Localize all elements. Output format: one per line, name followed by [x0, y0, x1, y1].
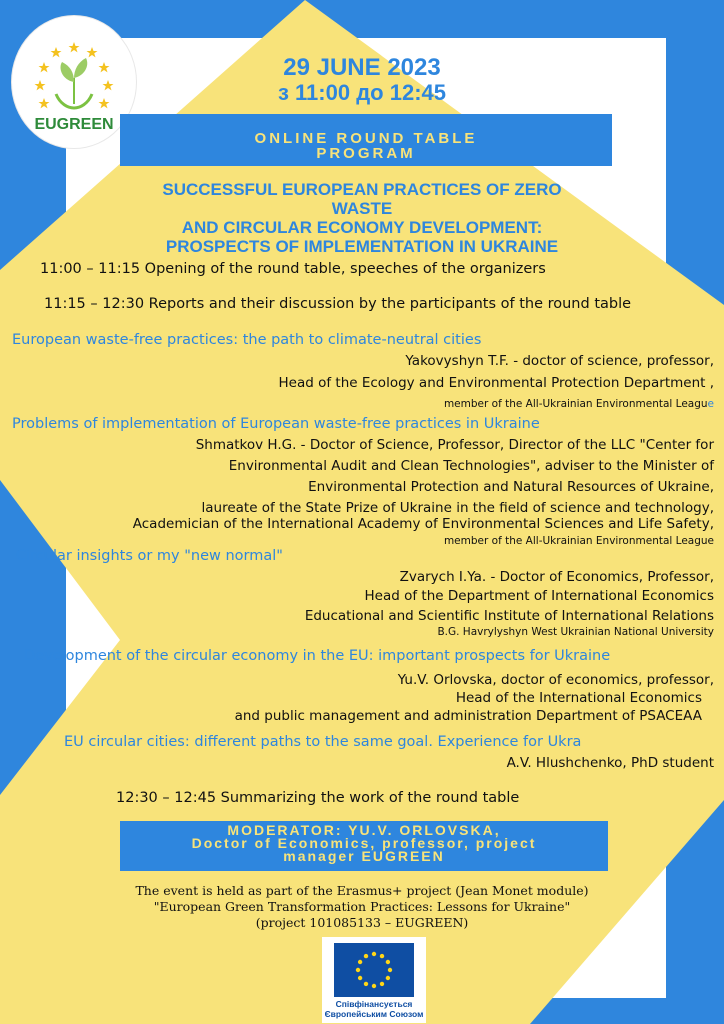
eu-badge-text — [322, 999, 426, 1019]
speaker-line: Environmental Audit and Clean Technologies", adviser to the Minister of — [228, 458, 714, 474]
speaker-line: Head of the Department of International Economics — [364, 588, 714, 604]
eu-flag-icon — [334, 943, 414, 997]
talk-title-4: Development of the circular economy in the EU: important prospects for Ukraine — [24, 648, 611, 664]
affiliation-text: member of the All-Ukrainian Environmental Leagu — [443, 398, 708, 410]
event-headline — [150, 180, 574, 256]
speaker-line: A.V. Hlushchenko, PhD student — [506, 755, 714, 771]
headline-line2: AND CIRCULAR ECONOMY DEVELOPMENT: — [181, 218, 543, 237]
moderator-banner — [120, 821, 608, 871]
speaker-line: Academician of the International Academy of Environmental Sciences and Life Safety, — [132, 516, 714, 532]
eu-cofunded-badge — [322, 937, 426, 1023]
eu-badge-line2: Європейським Союзом — [324, 1009, 424, 1019]
moderator-line3: manager EUGREEN — [283, 848, 445, 864]
speaker-line: Yakovyshyn T.F. - doctor of science, professor, — [405, 353, 714, 369]
headline-line3: PROSPECTS OF IMPLEMENTATION IN UKRAINE — [165, 237, 559, 256]
moderator-line2: Doctor of Economics, professor, project — [191, 835, 537, 851]
footer-line3: (project 101085133 – EUGREEN) — [255, 915, 469, 930]
program-banner-line1: ONLINE ROUND TABLE — [254, 130, 478, 147]
event-date: 29 JUNE 2023 — [283, 54, 441, 81]
speaker-line: Zvarych I.Ya. - Doctor of Economics, Professor, — [399, 569, 714, 585]
time-start: 11:00 — [295, 80, 351, 105]
moderator-line1: MODERATOR: YU.V. ORLOVSKA, — [227, 822, 501, 838]
talk-title-2: Problems of implementation of European waste-free practices in Ukraine — [12, 416, 540, 432]
schedule-item-opening: 11:00 – 11:15 Opening of the round table, speeches of the organizers — [40, 261, 546, 277]
program-banner — [120, 114, 612, 166]
talk-title-3: Circular insights or my "new normal" — [16, 548, 283, 564]
footer-line2: "European Green Transformation Practices: Lessons for Ukraine" — [153, 899, 571, 914]
time-end: 12:45 — [389, 80, 447, 105]
speaker-line: laureate of the State Prize of Ukraine in the field of science and technology, — [201, 500, 714, 516]
time-prefix: з — [277, 80, 296, 105]
speaker-line: and public management and administration Department of PSACEAA — [234, 708, 702, 724]
program-banner-line2: PROGRAM — [316, 145, 416, 162]
footer-line1: The event is held as part of the Erasmus+ project (Jean Monet module) — [135, 883, 589, 898]
event-time — [200, 80, 524, 106]
speaker-affiliation: B.G. Havrylyshyn West Ukrainian National University — [437, 626, 714, 638]
speaker-line: Shmatkov H.G. - Doctor of Science, Professor, Director of the LLC "Center for — [195, 437, 714, 453]
speaker-line: Yu.V. Orlovska, doctor of economics, professor, — [397, 672, 714, 688]
speaker-line: Environmental Protection and Natural Resources of Ukraine, — [308, 479, 714, 495]
talk-title-5: EU circular cities: different paths to the same goal. Experience for Ukra — [64, 734, 582, 750]
speaker-affiliation — [444, 398, 714, 410]
time-mid: до — [350, 80, 390, 105]
affiliation-text-end: e — [707, 398, 714, 410]
schedule-item-reports: 11:15 – 12:30 Reports and their discussion by the participants of the round table — [44, 296, 632, 312]
speaker-affiliation: member of the All-Ukrainian Environmental League — [443, 535, 714, 547]
logo-text: EUGREEN — [34, 116, 114, 133]
talk-title-1: European waste-free practices: the path to climate-neutral cities — [12, 332, 482, 348]
speaker-line: Head of the Ecology and Environmental Protection Department , — [278, 375, 714, 391]
speaker-line: Head of the International Economics — [455, 690, 702, 706]
eugreen-logo — [12, 16, 136, 148]
schedule-item-summary: 12:30 – 12:45 Summarizing the work of the round table — [116, 790, 520, 806]
eu-badge-line1: Співфінансується — [335, 999, 413, 1009]
speaker-line: Educational and Scientific Institute of International Relations — [304, 608, 714, 624]
headline-line1: SUCCESSFUL EUROPEAN PRACTICES OF ZERO WASTE — [162, 180, 562, 218]
